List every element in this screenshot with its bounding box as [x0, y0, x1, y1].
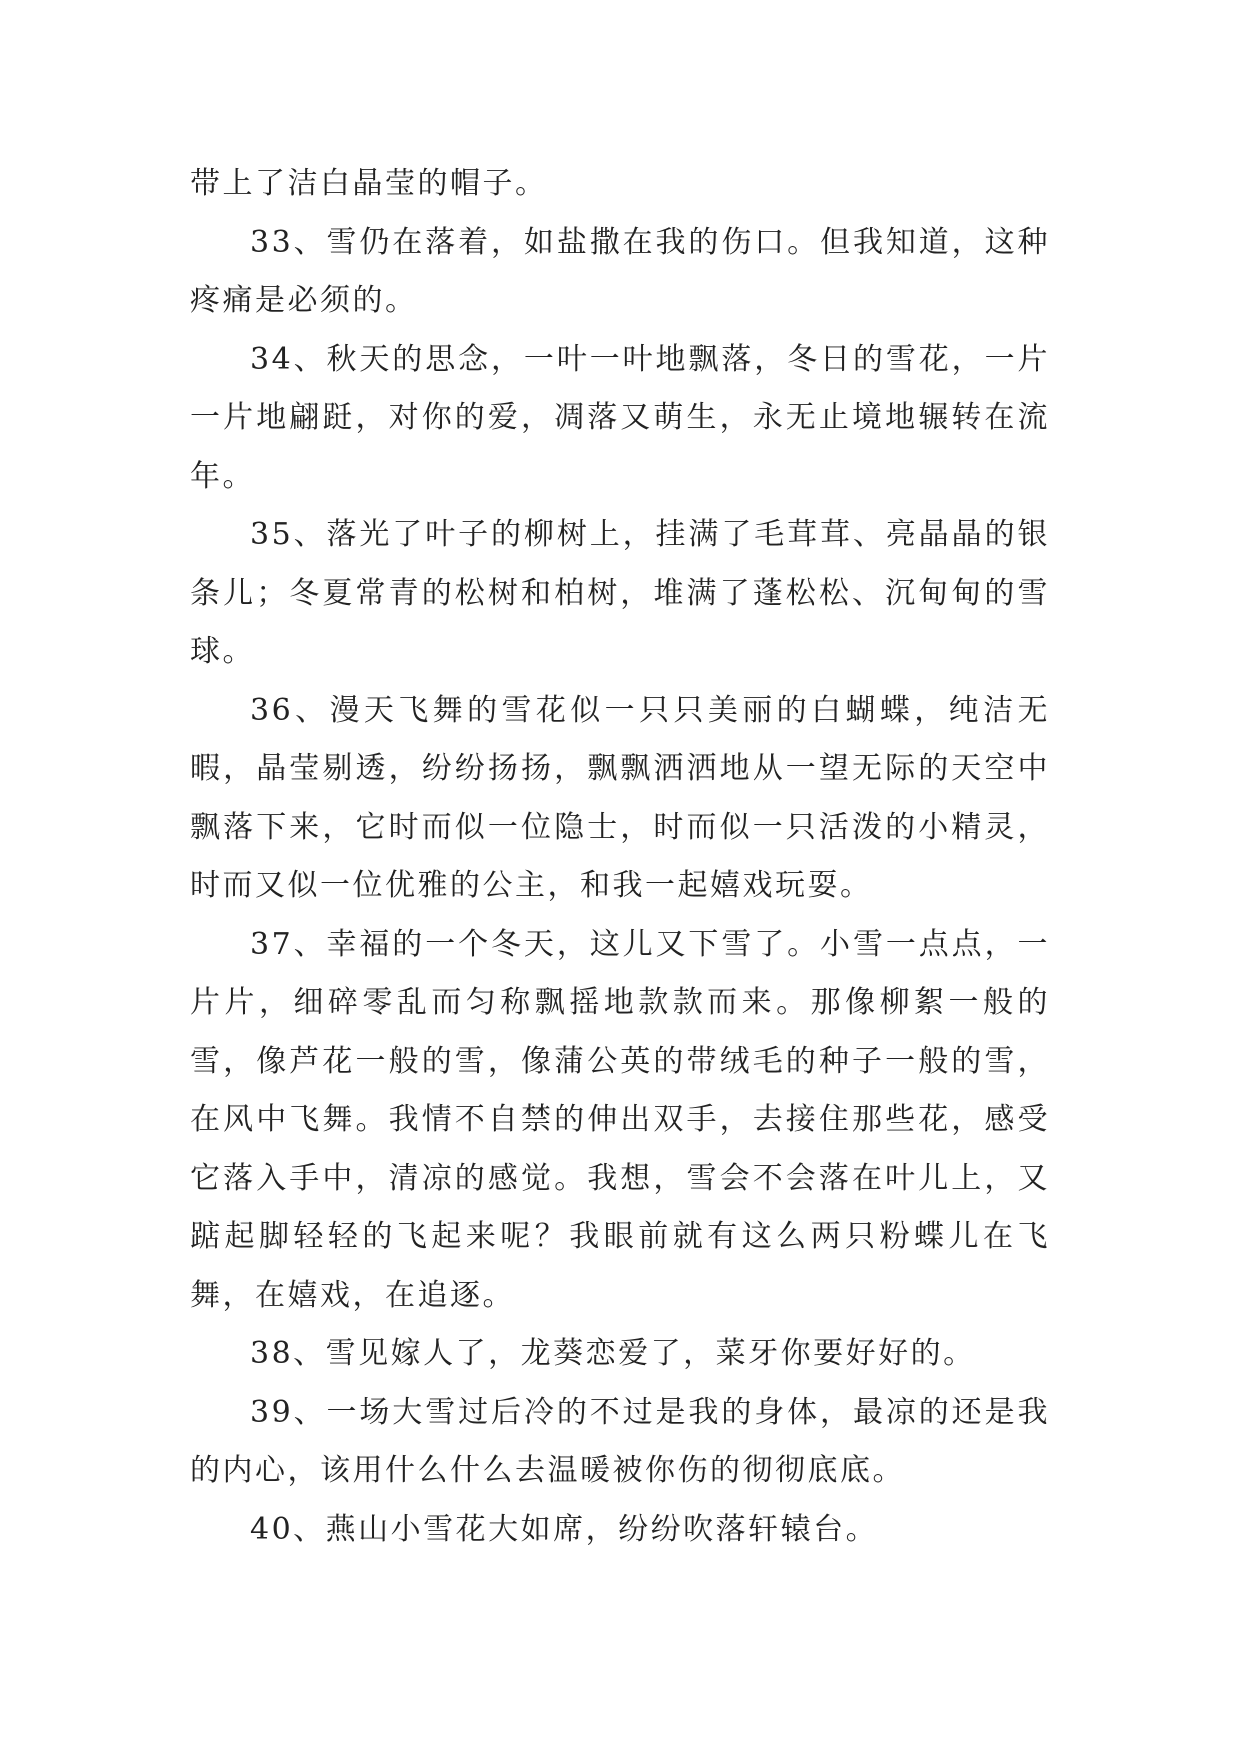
paragraph-36: 36、漫天飞舞的雪花似一只只美丽的白蝴蝶，纯洁无暇，晶莹剔透，纷纷扬扬，飘飘洒洒地从一望无际的天空中飘落下来，它时而似一位隐士，时而似一只活泼的小精灵，时而又似一位优雅的公主，和我一起嬉戏玩耍。: [190, 692, 1050, 903]
paragraph-39: 39、一场大雪过后冷的不过是我的身体，最凉的还是我的内心，该用什么什么去温暖被你伤的彻彻底底。: [190, 1394, 1050, 1488]
paragraph-continued: 带上了洁白晶莹的帽子。: [190, 166, 548, 201]
paragraph-37: 37、幸福的一个冬天，这儿又下雪了。小雪一点点，一片片，细碎零乱而匀称飘摇地款款而来。那像柳絮一般的雪，像芦花一般的雪，像蒲公英的带绒毛的种子一般的雪，在风中飞舞。我情不自禁的伸出双手，去接住那些花，感受它落入手中，清凉的感觉。我想，雪会不会落在叶儿上，又踮起脚轻轻的飞起来呢？我眼前就有这么两只粉蝶儿在飞舞，在嬉戏，在追逐。: [190, 926, 1050, 1313]
paragraph-38: 38、雪见嫁人了，龙葵恋爱了，菜牙你要好好的。: [250, 1336, 976, 1371]
paragraph-40: 40、燕山小雪花大如席，纷纷吹落轩辕台。: [250, 1511, 879, 1547]
paragraph-35: 35、落光了叶子的柳树上，挂满了毛茸茸、亮晶晶的银条儿；冬夏常青的松树和柏树，堆满了蓬松松、沉甸甸的雪球。: [190, 517, 1050, 669]
document-page: [190, 155, 1050, 1559]
paragraph-34: 34、秋天的思念，一叶一叶地飘落，冬日的雪花，一片一片地翩跹，对你的爱，凋落又萌生，永无止境地辗转在流年。: [190, 341, 1050, 494]
paragraph-33: 33、雪仍在落着，如盐撒在我的伤口。但我知道，这种疼痛是必须的。: [190, 224, 1050, 318]
